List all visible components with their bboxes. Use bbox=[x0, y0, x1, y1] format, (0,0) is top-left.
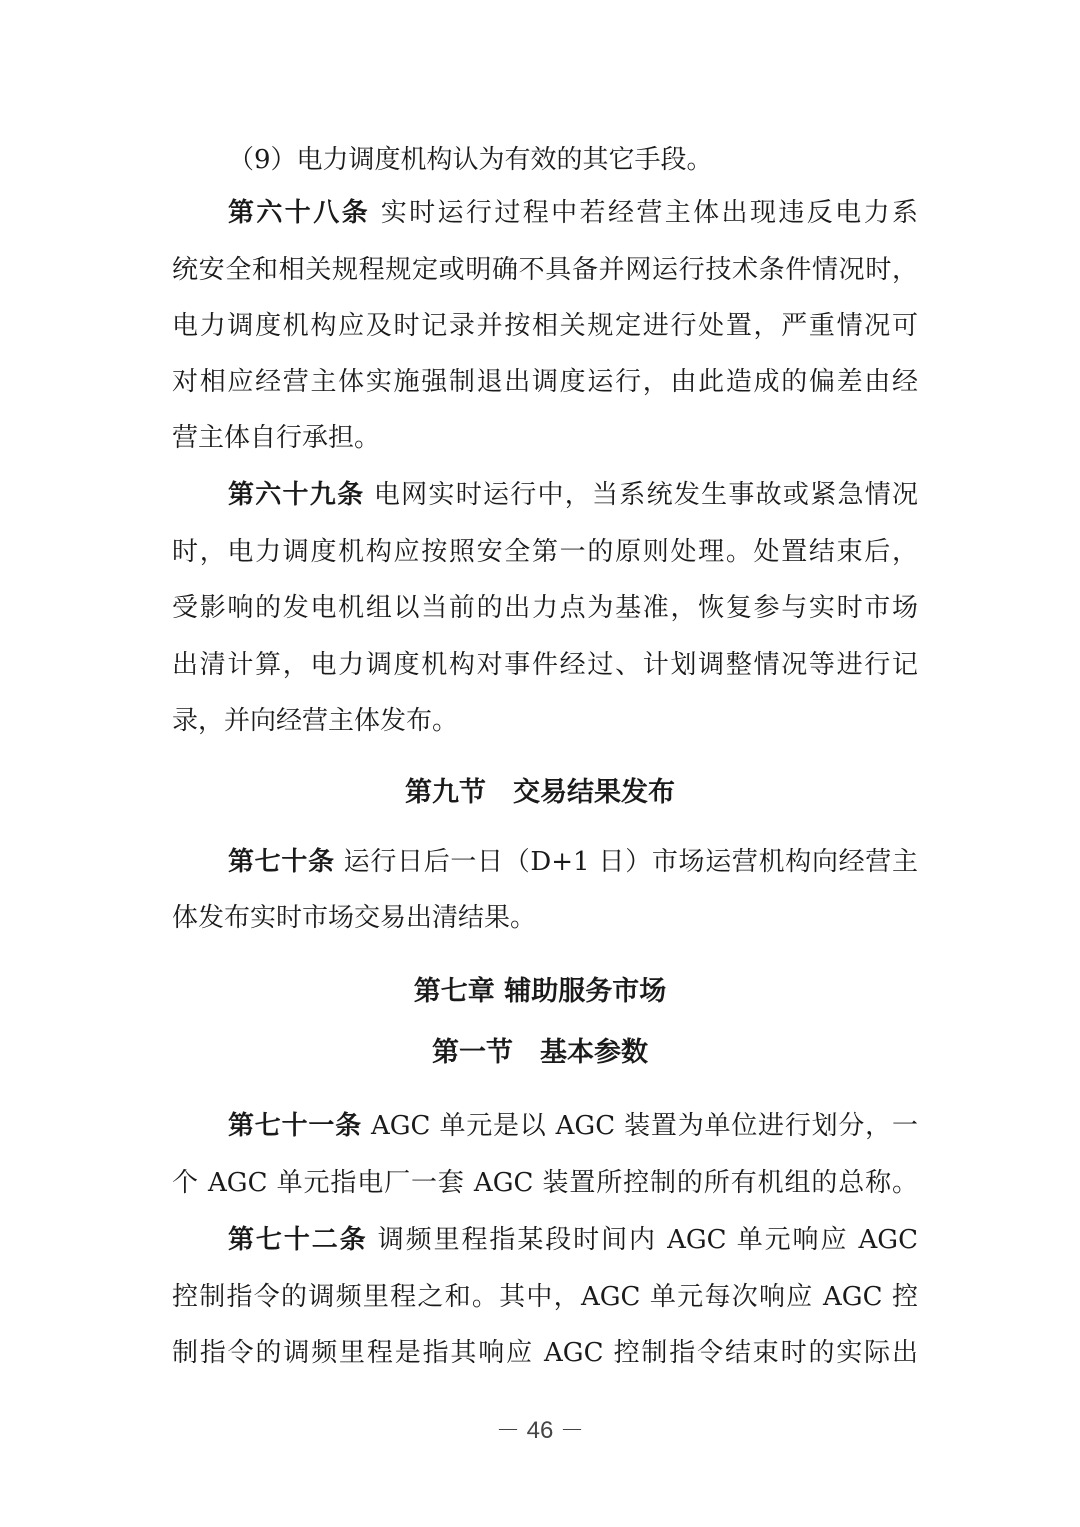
article-70-text: 运行日后一日（D+1 日）市场运营机构向经营主 bbox=[334, 847, 918, 877]
section-1-heading: 第一节 基本参数 bbox=[432, 1037, 648, 1068]
article-69-line: 出清计算，电力调度机构对事件经过、计划调整情况等进行记 bbox=[172, 650, 918, 680]
article-69-text: 电网实时运行中，当系统发生事故或紧急情况 bbox=[364, 480, 918, 510]
article-70-number: 第七十条 bbox=[228, 847, 335, 877]
article-71-line bbox=[228, 1098, 918, 1154]
article-72-line bbox=[228, 1212, 918, 1268]
article-71-text: AGC 单元是以 AGC 装置为单位进行划分，一 bbox=[361, 1111, 918, 1141]
article-70-line: 体发布实时市场交易出清结果。 bbox=[172, 903, 537, 933]
article-72-line: 制指令的调频里程是指其响应 AGC 控制指令结束时的实际出 bbox=[172, 1338, 918, 1368]
article-72-text: 调频里程指某段时间内 AGC 单元响应 AGC bbox=[367, 1225, 918, 1255]
page-number: － 46 － bbox=[495, 1417, 585, 1444]
article-71-number: 第七十一条 bbox=[228, 1111, 362, 1141]
article-69-line: 录，并向经营主体发布。 bbox=[172, 706, 459, 736]
article-68-number: 第六十八条 bbox=[228, 198, 371, 228]
article-69-line bbox=[228, 467, 918, 523]
article-68-text: 实时运行过程中若经营主体出现违反电力系 bbox=[370, 198, 918, 228]
article-68-line: 统安全和相关规程规定或明确不具备并网运行技术条件情况时， bbox=[172, 255, 918, 285]
article-68-line: 电力调度机构应及时记录并按相关规定进行处置，严重情况可 bbox=[172, 311, 918, 341]
article-68-line: 对相应经营主体实施强制退出调度运行，由此造成的偏差由经 bbox=[172, 367, 918, 397]
article-68-line bbox=[228, 185, 918, 241]
article-72-line: 控制指令的调频里程之和。其中，AGC 单元每次响应 AGC 控 bbox=[172, 1282, 918, 1312]
section-9-heading: 第九节 交易结果发布 bbox=[405, 777, 675, 808]
article-68-line: 营主体自行承担。 bbox=[172, 423, 381, 453]
article-69-line: 时，电力调度机构应按照安全第一的原则处理。处置结束后， bbox=[172, 537, 918, 567]
article-70-line bbox=[228, 834, 918, 890]
chapter-7-heading: 第七章 辅助服务市场 bbox=[413, 976, 667, 1007]
item-9-line: （9）电力调度机构认为有效的其它手段。 bbox=[228, 145, 713, 175]
article-72-number: 第七十二条 bbox=[228, 1225, 368, 1255]
article-69-line: 受影响的发电机组以当前的出力点为基准，恢复参与实时市场 bbox=[172, 593, 918, 623]
article-71-line: 个 AGC 单元指电厂一套 AGC 装置所控制的所有机组的总称。 bbox=[172, 1168, 918, 1198]
article-69-number: 第六十九条 bbox=[228, 480, 365, 510]
